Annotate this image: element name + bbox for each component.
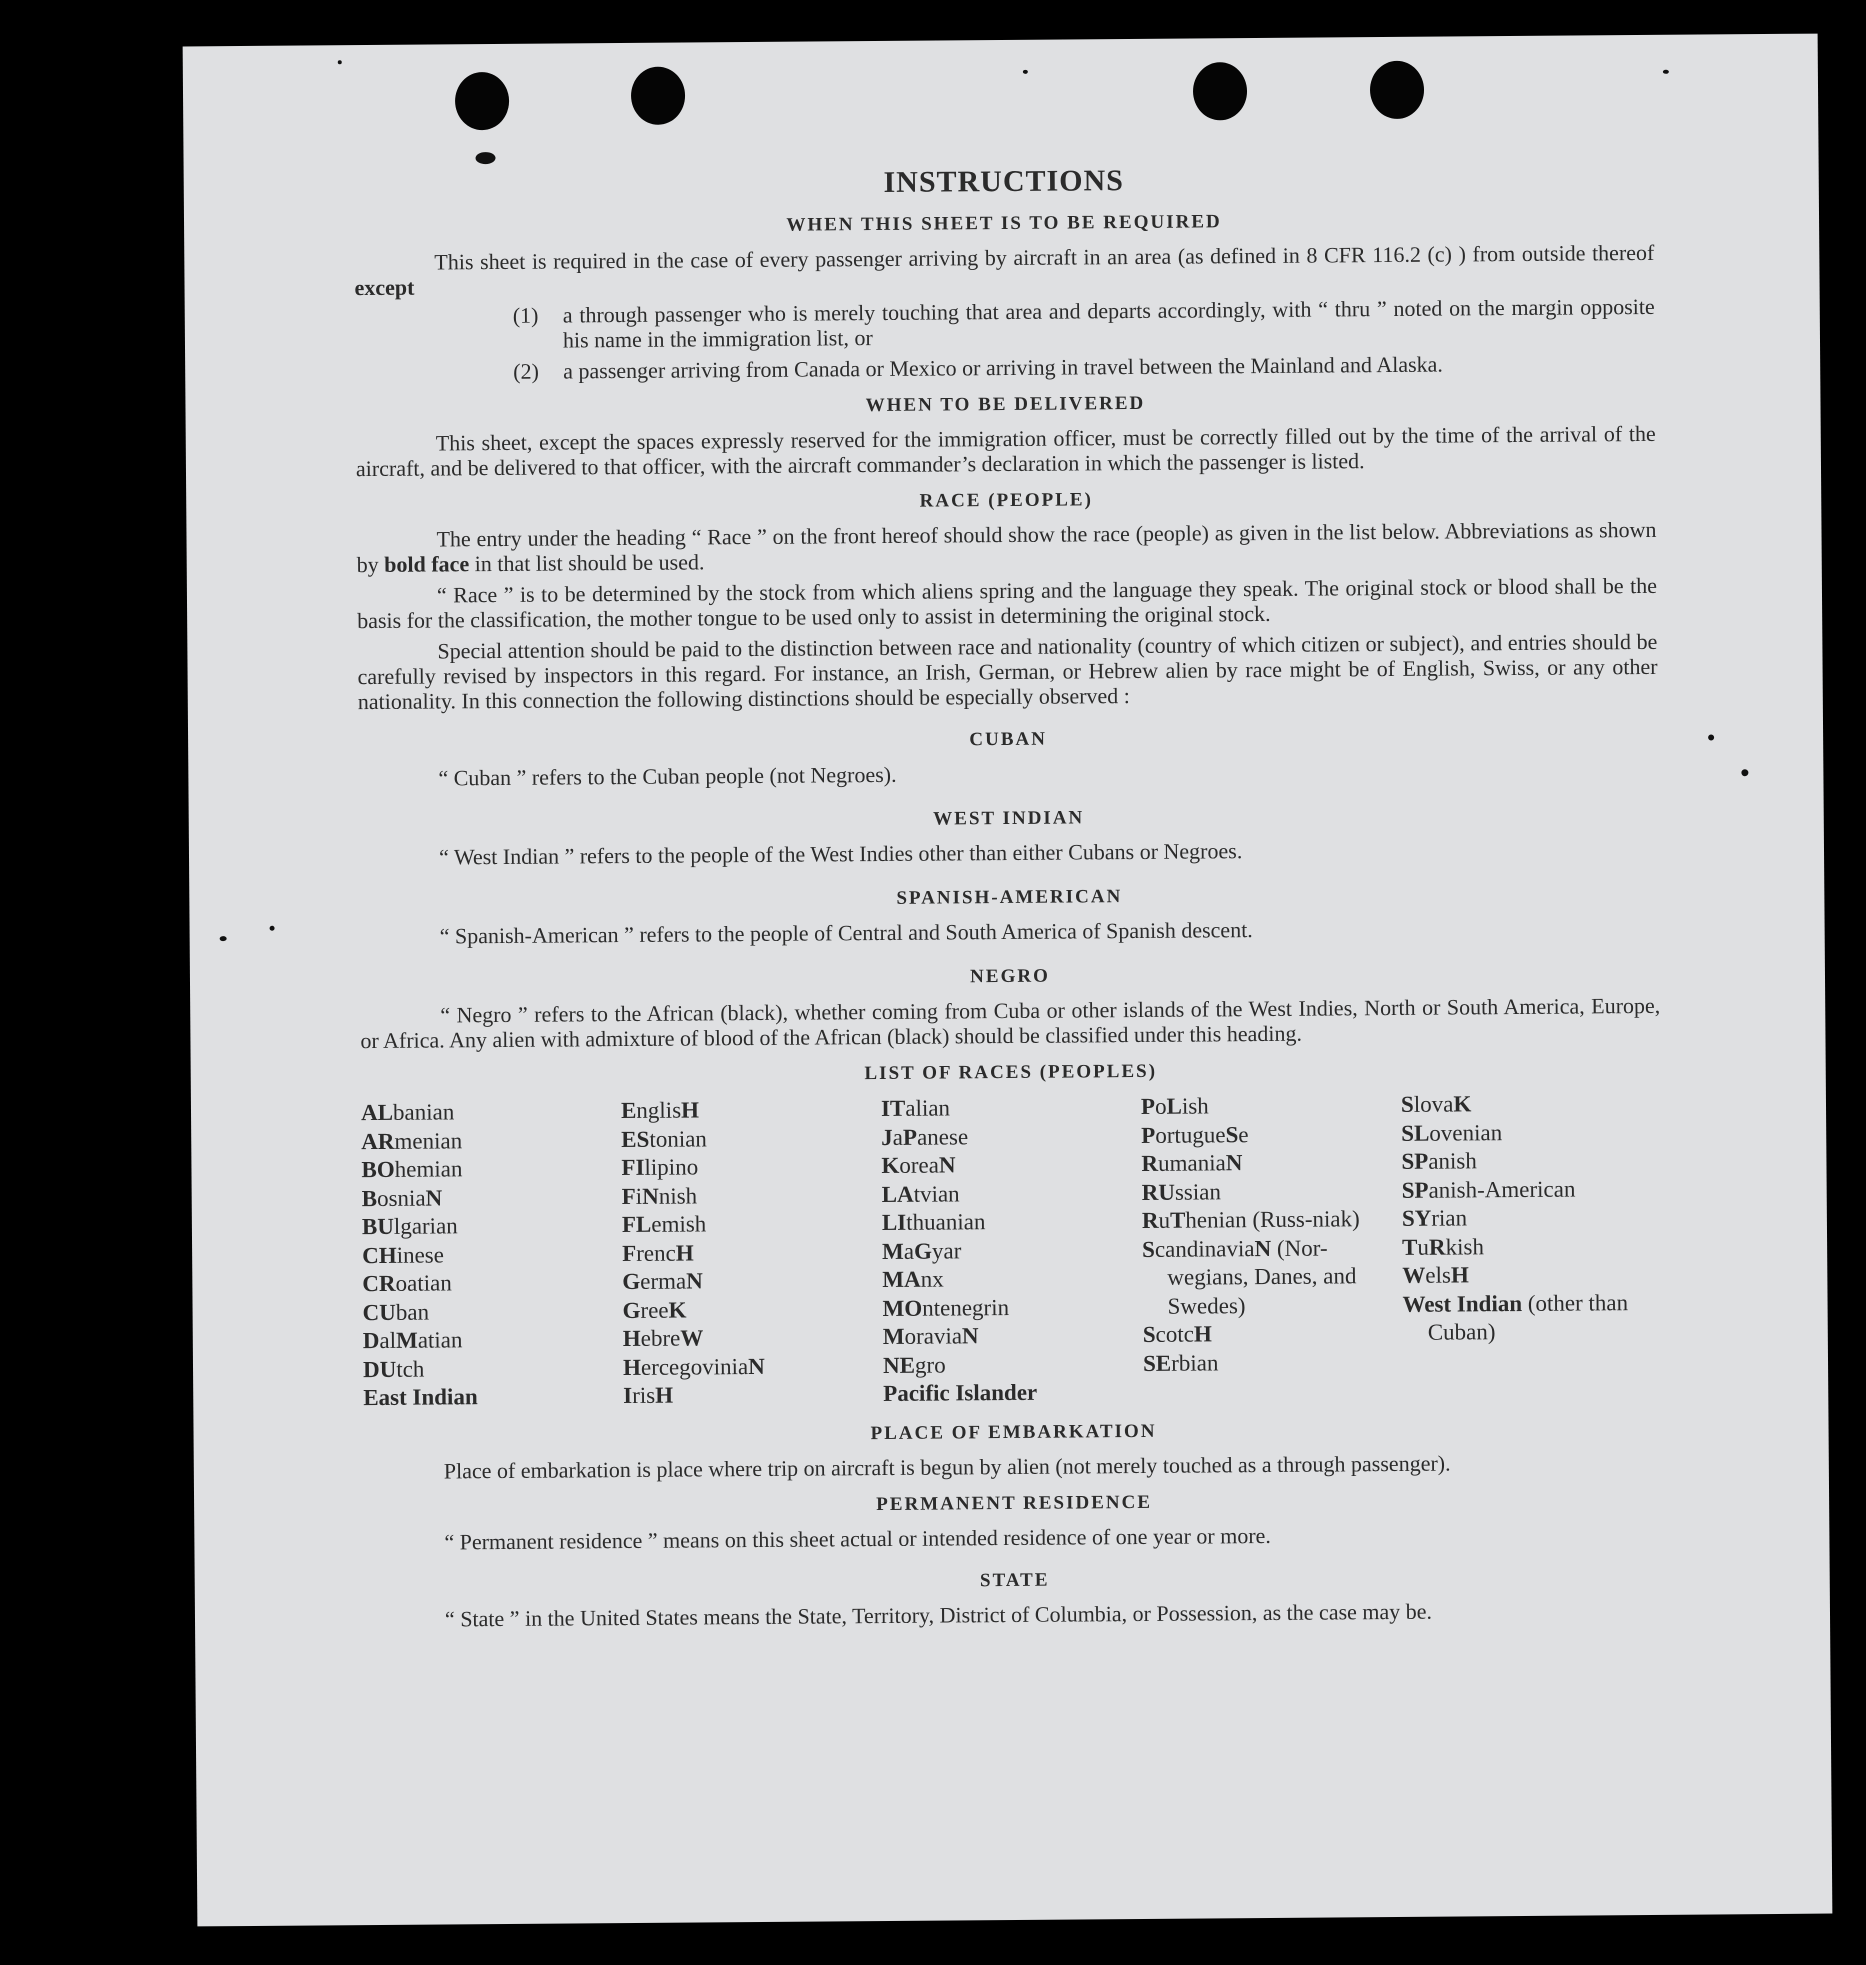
race-text: hemian <box>394 1156 463 1182</box>
race-abbrev: E <box>620 1097 637 1124</box>
race-entry <box>1402 1288 1662 1347</box>
race-abbrev: T <box>1169 1207 1186 1233</box>
race-text: oatian <box>395 1270 452 1296</box>
race-text: cotc <box>1155 1321 1194 1347</box>
race-text: nglis <box>636 1097 682 1123</box>
race-text: lipino <box>644 1154 699 1180</box>
race-abbrev: J <box>881 1124 893 1150</box>
race-entry <box>1142 1205 1402 1236</box>
race-abbrev: N <box>938 1152 956 1178</box>
race-text: (Nor-wegians, Danes, and Swedes) <box>1167 1234 1357 1319</box>
race-entry <box>361 1154 621 1185</box>
heading-residence: PERMANENT RESIDENCE <box>876 1491 1153 1515</box>
race-text: ercegovinia <box>640 1353 749 1380</box>
race-text: tch <box>396 1356 425 1382</box>
race-text: e <box>1238 1121 1249 1147</box>
race-abbrev: K <box>1453 1091 1472 1117</box>
heading-list-of-races: LIST OF RACES (PEOPLES) <box>864 1060 1158 1085</box>
race-text: menian <box>394 1127 463 1154</box>
race-column <box>1141 1091 1403 1407</box>
race-abbrev: CU <box>362 1299 396 1325</box>
page-title: INSTRUCTIONS <box>883 164 1125 199</box>
speck <box>1663 70 1669 74</box>
race-abbrev: East Indian <box>363 1384 478 1411</box>
race-entry <box>621 1152 881 1183</box>
race-entry <box>622 1294 882 1325</box>
heading-embarkation: PLACE OF EMBARKATION <box>870 1420 1157 1444</box>
race-abbrev: R <box>1141 1207 1159 1233</box>
race-entry <box>622 1266 882 1297</box>
item-number: (2) <box>513 358 539 384</box>
race-entry <box>623 1380 883 1411</box>
heading-race: RACE (PEOPLE) <box>919 489 1093 512</box>
race-text: orea <box>899 1152 940 1178</box>
race-abbrev: AL <box>360 1099 394 1126</box>
race-entry <box>362 1183 622 1214</box>
race-entry <box>363 1382 623 1413</box>
list-item <box>513 350 1655 384</box>
race-entry <box>1142 1176 1402 1207</box>
race-abbrev: B <box>361 1185 378 1211</box>
race-abbrev: W <box>1402 1262 1426 1288</box>
race-text: thuanian <box>906 1209 986 1235</box>
race-text: kish <box>1445 1233 1485 1260</box>
race-abbrev: SE <box>1142 1350 1172 1376</box>
race-text: umania <box>1157 1150 1226 1176</box>
heading-state: STATE <box>979 1569 1050 1591</box>
race-text: renc <box>636 1240 676 1266</box>
race-abbrev: RU <box>1141 1179 1176 1205</box>
race-entry <box>882 1207 1142 1238</box>
text-span: The entry under the heading “ Race ” on the front hereof should show the race (people) as given in the list below. Abbreviations as shown by <box>356 516 1657 578</box>
race-text: oravia <box>904 1323 963 1349</box>
race-abbrev: LI <box>881 1209 907 1235</box>
race-text: u <box>1417 1234 1430 1260</box>
race-entry <box>1402 1203 1662 1234</box>
race-abbrev: S <box>1142 1236 1156 1262</box>
race-entry <box>1402 1231 1662 1262</box>
race-abbrev: FI <box>621 1154 645 1181</box>
race-text: ish <box>1181 1093 1209 1119</box>
race-entry <box>362 1268 622 1299</box>
race-abbrev: M <box>882 1238 904 1264</box>
race-abbrev: LA <box>881 1181 914 1207</box>
race-text: ree <box>640 1297 669 1323</box>
race-entry <box>881 1150 1141 1181</box>
race-abbrev: K <box>881 1152 900 1178</box>
instructions-content <box>354 160 1665 1632</box>
race-text: els <box>1425 1262 1451 1288</box>
race-entry <box>1142 1233 1403 1321</box>
race-abbrev: DU <box>362 1356 397 1382</box>
race-abbrev: West Indian <box>1402 1290 1523 1317</box>
heading-negro: NEGRO <box>970 965 1050 988</box>
race-entry <box>361 1097 621 1128</box>
race-abbrev: G <box>913 1238 933 1264</box>
race-entry <box>363 1325 623 1356</box>
race-text: i <box>635 1183 643 1209</box>
race-abbrev: SP <box>1401 1148 1429 1174</box>
race-abbrev: D <box>362 1327 380 1354</box>
race-text: o <box>1154 1093 1167 1119</box>
paragraph-when-delivered: This sheet, except the spaces expressly reserved for the immigration officer, must be correctly filled out by the time of the arrival of the aircraft, and be delivered to that officer, with the aircraft commander’s declaration in which the passenger is listed. <box>355 420 1656 482</box>
item-number: (1) <box>512 302 539 328</box>
race-abbrev: P <box>1140 1093 1156 1119</box>
race-abbrev: SL <box>1401 1120 1430 1146</box>
race-abbrev: N <box>686 1268 703 1294</box>
race-abbrev: S <box>1142 1321 1156 1347</box>
race-list <box>361 1089 1663 1413</box>
race-abbrev: W <box>680 1325 704 1351</box>
heading-west-indian: WEST INDIAN <box>933 807 1085 830</box>
bold-text: except <box>354 274 415 301</box>
race-abbrev: N <box>748 1353 765 1379</box>
race-abbrev: H <box>1193 1321 1212 1347</box>
race-abbrev: H <box>622 1354 642 1380</box>
race-entry <box>621 1123 881 1154</box>
race-abbrev: SP <box>1401 1177 1429 1203</box>
speck <box>1023 70 1028 74</box>
race-entry <box>622 1209 882 1240</box>
race-entry <box>622 1237 882 1268</box>
race-abbrev: N <box>642 1183 659 1209</box>
paragraph-state: “ State ” in the United States means the State, Territory, District of Columbia, or Possession, as the case may be. <box>444 1598 1433 1631</box>
race-text: a <box>903 1238 915 1264</box>
race-column <box>361 1097 623 1413</box>
paragraph-spanish-american: “ Spanish-American ” refers to the people of Central and South America of Spanish descent. <box>439 917 1253 949</box>
race-entry <box>1402 1260 1662 1291</box>
paragraph-negro: “ Negro ” refers to the African (black), whether coming from Cuba or other islands of the West Indies, North or South America, Europe, or Africa. Any alien with admixture of blood of the African (black) should be classified under this heading. <box>360 992 1661 1054</box>
race-entry <box>882 1235 1142 1266</box>
race-text: inese <box>396 1241 445 1268</box>
item-text: a through passenger who is merely touching that area and departs accordingly, with “ thru ” noted on the margin opposite his name in the immigration list, or <box>562 293 1655 353</box>
race-abbrev: Pacific Islander <box>883 1379 1038 1406</box>
race-text: lova <box>1413 1091 1454 1117</box>
race-abbrev: H <box>675 1239 694 1266</box>
race-entry <box>883 1349 1143 1380</box>
race-entry <box>883 1378 1143 1409</box>
heading-cuban: CUBAN <box>969 728 1047 751</box>
race-abbrev: FL <box>621 1211 652 1238</box>
race-abbrev: T <box>1402 1234 1418 1260</box>
race-abbrev: P <box>1141 1122 1156 1148</box>
race-abbrev: H <box>622 1325 641 1352</box>
race-entry <box>883 1321 1143 1352</box>
race-entry <box>1141 1148 1401 1179</box>
speck <box>1708 734 1714 740</box>
paragraph-race-2: “ Race ” is to be determined by the stock from which aliens spring and the language they speak. The original stock or blood shall be the basis for the classification, the mother tongue to be used only to assist in determining the original stock. <box>357 572 1658 634</box>
race-text: anish-American <box>1428 1176 1576 1203</box>
race-abbrev: K <box>668 1297 687 1323</box>
race-abbrev: BO <box>361 1156 395 1183</box>
heading-when-delivered: WHEN TO BE DELIVERED <box>865 392 1146 417</box>
race-text: gro <box>914 1351 946 1378</box>
race-text: candinavia <box>1154 1235 1255 1262</box>
race-text: tonian <box>649 1125 707 1152</box>
race-abbrev: F <box>622 1240 637 1266</box>
race-entry <box>362 1240 622 1271</box>
speck <box>1741 769 1748 776</box>
race-text: atian <box>417 1327 463 1353</box>
race-abbrev: CH <box>362 1242 397 1268</box>
race-abbrev: G <box>622 1297 641 1323</box>
list-item <box>513 294 1655 353</box>
paragraph-residence: “ Permanent residence ” means on this sheet actual or intended residence of one year or more. <box>444 1522 1271 1554</box>
race-text: ssian <box>1174 1178 1221 1205</box>
race-text: lgarian <box>393 1213 458 1239</box>
paragraph-embarkation: Place of embarkation is place where trip on aircraft is begun by alien (not merely touched as a through passenger). <box>443 1450 1451 1483</box>
race-abbrev: R <box>1141 1150 1159 1176</box>
race-column <box>621 1095 883 1411</box>
race-entry <box>362 1211 622 1242</box>
race-abbrev: I <box>623 1382 633 1409</box>
race-abbrev: H <box>655 1382 674 1408</box>
race-entry <box>623 1351 883 1382</box>
race-abbrev: G <box>622 1268 641 1295</box>
race-text: yar <box>931 1237 962 1264</box>
race-abbrev: S <box>1400 1091 1414 1117</box>
race-entry <box>1401 1146 1661 1177</box>
paragraph-west-indian: “ West Indian ” refers to the people of the West Indies other than either Cubans or Negroes. <box>438 838 1243 870</box>
race-entry <box>1143 1347 1403 1378</box>
race-text: ovenian <box>1429 1119 1503 1146</box>
race-text: henian (Russ-niak) <box>1185 1206 1360 1233</box>
race-text: osnia <box>376 1185 426 1211</box>
speck <box>338 60 342 64</box>
race-entry <box>363 1354 623 1385</box>
race-abbrev: MA <box>882 1266 921 1292</box>
race-abbrev: R <box>1428 1234 1446 1260</box>
race-entry <box>881 1121 1141 1152</box>
race-abbrev: AR <box>361 1128 395 1154</box>
race-entry <box>362 1297 622 1328</box>
paragraph-race-3: Special attention should be paid to the distinction between race and nationality (country of which citizen or subject), and entries should be carefully revised by inspectors in this regard. For instance, an Irish, German, or Hebrew alien by race might be of English, Swiss, or any other nationality. In this connection the following distinctions should be especially observed : <box>357 628 1658 715</box>
race-text: a <box>892 1124 904 1150</box>
race-entry <box>881 1093 1141 1124</box>
speck <box>220 936 227 941</box>
race-column <box>1401 1089 1663 1405</box>
race-entry <box>1143 1319 1403 1350</box>
race-text: emish <box>651 1211 707 1237</box>
race-text: rbian <box>1171 1349 1219 1376</box>
race-abbrev: H <box>680 1097 700 1123</box>
item-text: a passenger arriving from Canada or Mexico or arriving in travel between the Mainland and Alaska. <box>563 351 1443 384</box>
race-text: anish <box>1428 1148 1477 1174</box>
punch-hole <box>1193 62 1247 120</box>
race-entry <box>1401 1089 1661 1120</box>
race-text: ntenegrin <box>922 1294 1010 1321</box>
race-text: al <box>379 1327 397 1353</box>
race-entry <box>361 1126 621 1157</box>
punch-hole <box>455 72 509 130</box>
race-entry <box>1141 1091 1401 1122</box>
race-abbrev: M <box>882 1323 905 1349</box>
race-entry <box>621 1095 881 1126</box>
race-text: ris <box>632 1382 656 1408</box>
race-abbrev: NE <box>882 1352 916 1378</box>
race-text: ebre <box>640 1325 681 1351</box>
heading-spanish-american: SPANISH-AMERICAN <box>896 886 1123 909</box>
race-text: nx <box>920 1266 944 1292</box>
speck <box>475 152 495 164</box>
race-text: anese <box>916 1123 969 1150</box>
race-abbrev: ES <box>621 1126 650 1152</box>
race-entry <box>622 1180 882 1211</box>
race-column <box>881 1093 1143 1409</box>
race-text: u <box>1158 1207 1171 1233</box>
heading-when-required: WHEN THIS SHEET IS TO BE REQUIRED <box>786 211 1222 236</box>
race-text: ortugue <box>1155 1121 1226 1148</box>
race-abbrev: N <box>1254 1235 1272 1261</box>
race-entry <box>882 1178 1142 1209</box>
race-entry <box>1401 1117 1661 1148</box>
race-text: (other than Cuban) <box>1427 1289 1629 1345</box>
race-entry <box>882 1264 1142 1295</box>
race-abbrev: F <box>621 1183 636 1209</box>
paragraph-cuban: “ Cuban ” refers to the Cuban people (not Negroes). <box>438 761 897 791</box>
race-entry <box>623 1323 883 1354</box>
document-page <box>183 34 1833 1927</box>
speck <box>270 926 275 931</box>
race-text: tvian <box>913 1180 960 1207</box>
race-abbrev: M <box>395 1327 418 1353</box>
race-text: rian <box>1431 1205 1468 1231</box>
race-abbrev: BU <box>361 1213 394 1240</box>
race-text: nish <box>658 1182 698 1209</box>
race-text: alian <box>905 1095 951 1121</box>
race-text: banian <box>392 1099 455 1125</box>
race-abbrev: H <box>1450 1262 1469 1288</box>
race-entry <box>1141 1119 1401 1150</box>
punch-hole <box>1370 61 1424 119</box>
text-span: in that list should be used. <box>469 549 705 577</box>
race-abbrev: SY <box>1401 1205 1432 1231</box>
bold-text: bold face <box>384 551 470 577</box>
race-abbrev: N <box>1225 1150 1243 1176</box>
race-abbrev: P <box>902 1124 918 1150</box>
race-abbrev: S <box>1225 1121 1239 1147</box>
race-abbrev: L <box>1166 1093 1183 1119</box>
race-abbrev: MO <box>882 1295 923 1321</box>
race-abbrev: N <box>961 1323 979 1349</box>
punch-hole <box>631 67 685 125</box>
paragraph-when-required <box>354 240 1654 300</box>
text-span: This sheet is required in the case of every passenger arriving by aircraft in an area (as defined in 8 CFR 116.2 (c) ) from outside thereof <box>434 239 1655 275</box>
race-abbrev: CR <box>362 1270 396 1297</box>
race-text: ban <box>395 1299 430 1325</box>
race-abbrev: IT <box>880 1095 906 1121</box>
race-text: erma <box>640 1268 687 1294</box>
race-entry <box>882 1292 1142 1323</box>
race-entry <box>1402 1174 1662 1205</box>
race-abbrev: N <box>425 1184 443 1211</box>
